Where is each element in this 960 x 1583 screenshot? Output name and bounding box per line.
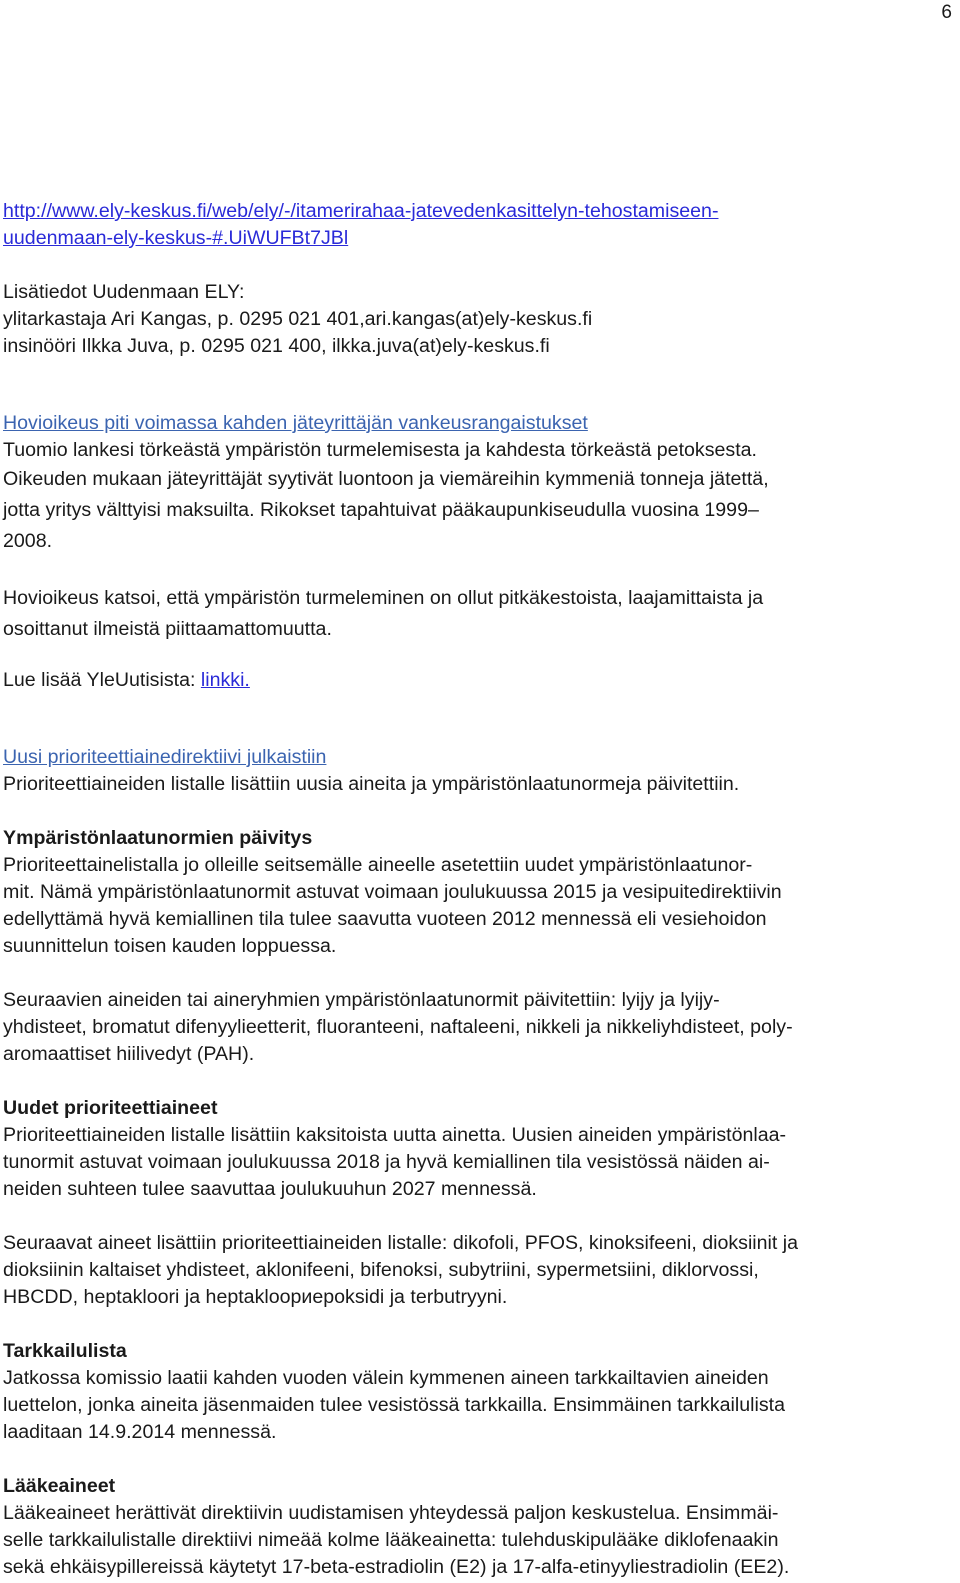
article1-text-line: jotta yritys välttyisi maksuilta. Rikokset tapahtuivat pääkaupunkiseudulla vuosina 1999– xyxy=(3,499,759,521)
article1-text-line: 2008. xyxy=(3,530,53,552)
section-text-line: luettelon, jonka aineita jäsenmaiden tulee vesistössä tarkkailla. Ensimmäinen tarkkailulista xyxy=(3,1394,785,1416)
document-body xyxy=(3,198,953,1581)
section-text-line: Prioriteettiaineiden listalle lisättiin kaksitoista uutta ainetta. Uusien aineiden ympäristönlaa- xyxy=(3,1124,787,1146)
section-text-line: aromaattiset hiilivedyt (PAH). xyxy=(3,1043,255,1065)
yle-link[interactable]: linkki. xyxy=(200,669,250,691)
section-text-line: selle tarkkailulistalle direktiivi nimeää kolme lääkeainetta: tulehduskipulääke diklofenaakin xyxy=(3,1529,779,1551)
section-title: Lääkeaineet xyxy=(3,1475,116,1497)
article1-heading-link[interactable]: Hovioikeus piti voimassa kahden jäteyrittäjän vankeusrangaistukset xyxy=(3,412,588,434)
section-text-line: yhdisteet, bromatut difenyylieetterit, fluoranteeni, naftaleeni, nikkeli ja nikkeliyhdisteet, poly- xyxy=(3,1016,793,1038)
ely-url-link-line-2[interactable]: uudenmaan-ely-keskus-#.UiWUFBt7JBl xyxy=(3,227,349,249)
article1-text-line: Tuomio lankesi törkeästä ympäristön turmelemisesta ja kahdesta törkeästä petoksesta. xyxy=(3,439,757,461)
read-more-line xyxy=(3,667,953,694)
section-text-line: Lääkeaineet herättivät direktiivin uudistamisen yhteydessä paljon keskustelua. Ensimmäi- xyxy=(3,1502,779,1524)
article1-para2-line: Hovioikeus katsoi, että ympäristön turmeleminen on ollut pitkäkestoista, laajamittaista ja xyxy=(3,587,764,609)
article1-para2-line: osoittanut ilmeistä piittaamattomuutta. xyxy=(3,618,332,640)
section-text-line: tunormit astuvat voimaan joulukuussa 2018 ja hyvä kemiallinen tila vesistössä näiden ai- xyxy=(3,1151,770,1173)
section-text-line: laaditaan 14.9.2014 mennessä. xyxy=(3,1421,277,1443)
section-text-line: neiden suhteen tulee saavuttaa joulukuuhun 2027 mennessä. xyxy=(3,1178,537,1200)
article2-heading-link[interactable]: Uusi prioriteettiainedirektiivi julkaistiin xyxy=(3,746,327,768)
section-text-line: dioksiinin kaltaiset yhdisteet, aklonifeeni, bifenoksi, subytriini, sypermetsiini, diklorvossi, xyxy=(3,1259,759,1281)
section-text-line: Prioriteettainelistalla jo olleille seitsemälle aineelle asetettiin uudet ympäristönlaatunor- xyxy=(3,854,753,876)
section-title: Tarkkailulista xyxy=(3,1340,127,1362)
read-more-label: Lue lisää YleUutisista: xyxy=(3,669,201,691)
section-text-line: mit. Nämä ympäristönlaatunormit astuvat voimaan joulukuussa 2015 ja vesipuitedirektiivin xyxy=(3,881,782,903)
article2-intro: Prioriteettiaineiden listalle lisättiin uusia aineita ja ympäristönlaatunormeja päivitettiin. xyxy=(3,773,740,795)
section-text-line: suunnittelun toisen kauden loppuessa. xyxy=(3,935,337,957)
section-title: Uudet prioriteettiaineet xyxy=(3,1097,218,1119)
section-text-line: Seuraavien aineiden tai aineryhmien ympäristönlaatunormit päivitettiin: lyijy ja lyijy- xyxy=(3,989,720,1011)
ely-url-link-line-1[interactable]: http://www.ely-keskus.fi/web/ely/-/itamerirahaa-jatevedenkasittelyn-tehostamiseen- xyxy=(3,200,719,222)
contact-line: ylitarkastaja Ari Kangas, p. 0295 021 401,ari.kangas(at)ely-keskus.fi xyxy=(3,308,593,330)
section-text-line: Jatkossa komissio laatii kahden vuoden välein kymmenen aineen tarkkailtavien aineiden xyxy=(3,1367,769,1389)
page-number: 6 xyxy=(941,2,952,23)
section-text-line: edellyttämä hyvä kemiallinen tila tulee saavutta vuoteen 2012 mennessä eli vesiehoidon xyxy=(3,908,767,930)
section-text-line: Seuraavat aineet lisättiin prioriteettiaineiden listalle: dikofoli, PFOS, kinoksifeeni, dioksiinit ja xyxy=(3,1232,799,1254)
section-text-line: HBCDD, heptakloori ja heptakloориepoksidi ja terbutryyni. xyxy=(3,1286,508,1308)
section-text-line: sekä ehkäisypillereissä käytetyt 17-beta-estradiolin (E2) ja 17-alfa-etinyyliestradiolin (EE2). xyxy=(3,1556,790,1578)
contact-title: Lisätiedot Uudenmaan ELY: xyxy=(3,281,245,303)
article1-text-line: Oikeuden mukaan jäteyrittäjät syytivät luontoon ja viemäreihin kymmeniä tonneja jätettä, xyxy=(3,468,769,490)
section-title: Ympäristönlaatunormien päivitys xyxy=(3,827,313,849)
contact-line: insinööri Ilkka Juva, p. 0295 021 400, ilkka.juva(at)ely-keskus.fi xyxy=(3,335,550,357)
